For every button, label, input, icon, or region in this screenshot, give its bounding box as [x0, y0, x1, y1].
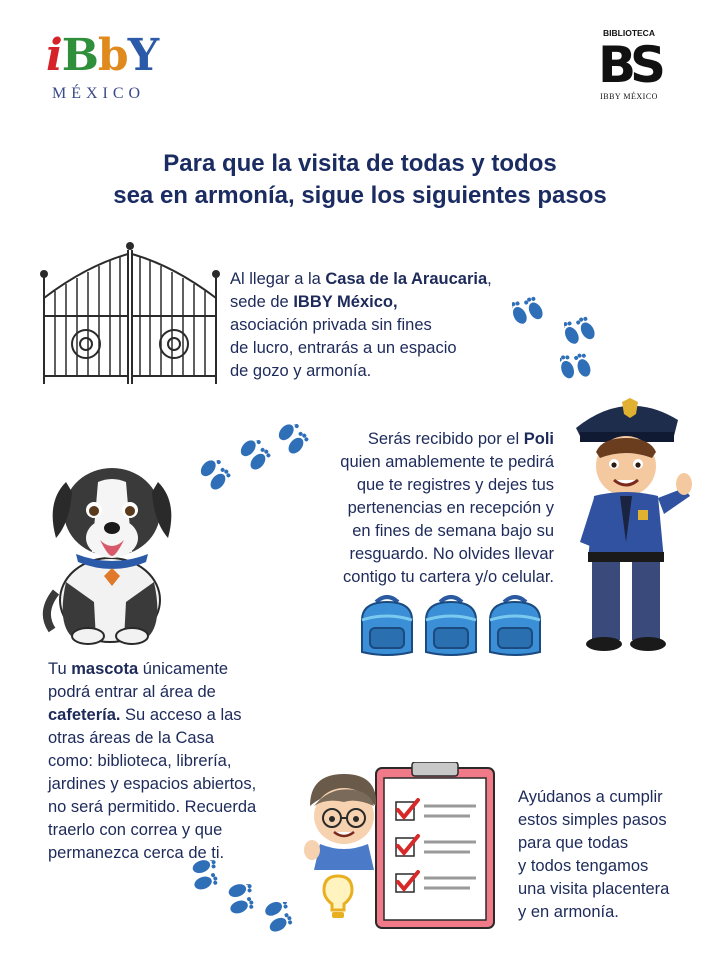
footprints-icon [236, 440, 272, 474]
bs-logo-bottom: IBBY MÉXICO [600, 92, 658, 101]
boy-icon [300, 770, 386, 870]
bs-logo-mark: BS [597, 36, 661, 94]
section-police-text: Serás recibido por el Poli quien amablemente te pedirá que te registres y dejes tus pertenencias en recepción y en fines de semana bajo su resguardo. No olvides llevar contigo tu cartera y/o celular. [340, 430, 554, 586]
title-line-2: sea en armonía, sigue los siguientes pasos [113, 182, 607, 209]
footprints-icon [560, 352, 596, 386]
backpack-icon [484, 592, 546, 658]
footprints-icon [220, 884, 256, 918]
footprints-icon [274, 424, 310, 458]
gate-icon [30, 236, 230, 386]
biblioteca-bs-logo [596, 28, 662, 118]
backpack-icon [420, 592, 482, 658]
footprints-icon [196, 460, 232, 494]
title-line-1: Para que la visita de todas y todos [163, 150, 557, 177]
ibby-subtitle: MÉXICO [52, 85, 146, 102]
bs-logo-top: BIBLIOTECA [603, 28, 655, 38]
lightbulb-icon [320, 872, 356, 922]
section-closing-text: Ayúdanos a cumplir estos simples pasos para que todas y todos tengamos una visita placentera y en armonía. [518, 788, 670, 921]
ibby-mexico-logo [46, 30, 181, 110]
dog-icon [36, 452, 186, 648]
footprints-icon [564, 316, 600, 350]
footprints-icon [512, 296, 548, 330]
ibby-wordmark: iBbY [46, 30, 159, 81]
footprints-icon [258, 902, 294, 936]
page-title [0, 148, 720, 212]
backpack-icon [356, 592, 418, 658]
police-officer-icon [566, 392, 696, 654]
footprints-icon [184, 860, 220, 894]
section-arrival-text: Al llegar a la Casa de la Araucaria, sede de IBBY México, asociación privada sin fines de lucro, entrarás a un espacio de gozo y armonía. [230, 270, 492, 380]
section-pet-text: Tu mascota únicamente podrá entrar al área de cafetería. Su acceso a las otras áreas de la Casa como: biblioteca, librería, jardines y espacios abiertos, no será permitido. Recuerda traerlo con correa y que permanezca cerca de ti. [48, 660, 257, 862]
